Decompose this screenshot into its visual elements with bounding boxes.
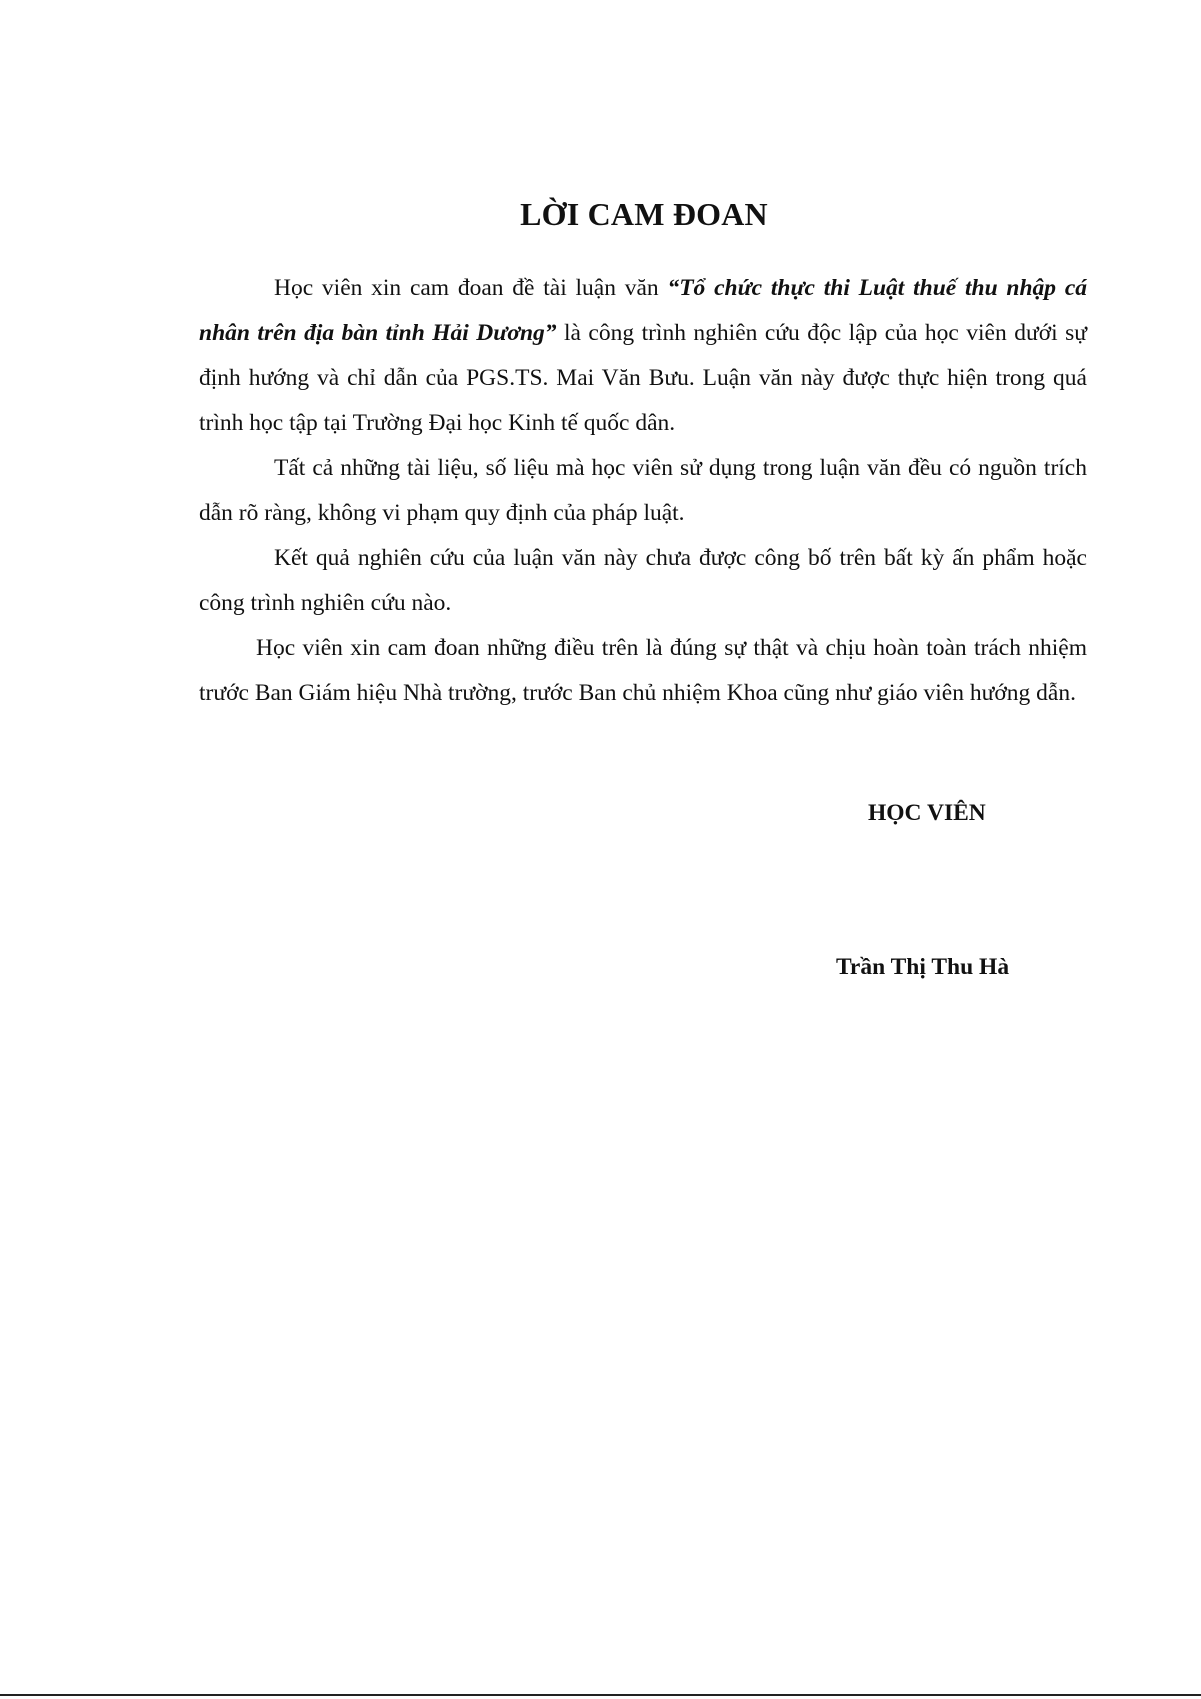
paragraph-thesis-topic [199, 266, 1087, 446]
paragraph-responsibility: Học viên xin cam đoan những điều trên là đúng sự thật và chịu hoàn toàn trách nhiệm trước Ban Giám hiệu Nhà trường, trước Ban chủ nhiệm Khoa cũng như giáo viên hướng dẫn. [199, 635, 1087, 706]
paragraph-lead-text: Học viên xin cam đoan đề tài luận văn [274, 275, 668, 301]
paragraph-rest-text: là công trình nghiên cứu độc lập của học viên dưới sự định hướng và chỉ dẫn của PGS.TS. Mai Văn Bưu. Luận văn này được thực hiện trong quá trình học tập tại Trường Đại học Kinh tế quốc dân. [199, 320, 1088, 436]
declaration-body [199, 266, 1087, 716]
bottom-divider [0, 1694, 1201, 1696]
paragraph-unpublished: Kết quả nghiên cứu của luận văn này chưa được công bố trên bất kỳ ấn phẩm hoặc công trình nghiên cứu nào. [199, 545, 1087, 616]
signature-role: HỌC VIÊN [868, 800, 986, 826]
thesis-title: “Tổ chức thực thi Luật thuế thu nhập cá nhân trên địa bàn tỉnh Hải Dương” [199, 275, 1087, 346]
signature-name: Trần Thị Thu Hà [836, 954, 1010, 980]
page-title: LỜI CAM ĐOAN [520, 196, 768, 232]
paragraph-sources: Tất cả những tài liệu, số liệu mà học viên sử dụng trong luận văn đều có nguồn trích dẫn rõ ràng, không vi phạm quy định của pháp luật. [199, 455, 1087, 526]
